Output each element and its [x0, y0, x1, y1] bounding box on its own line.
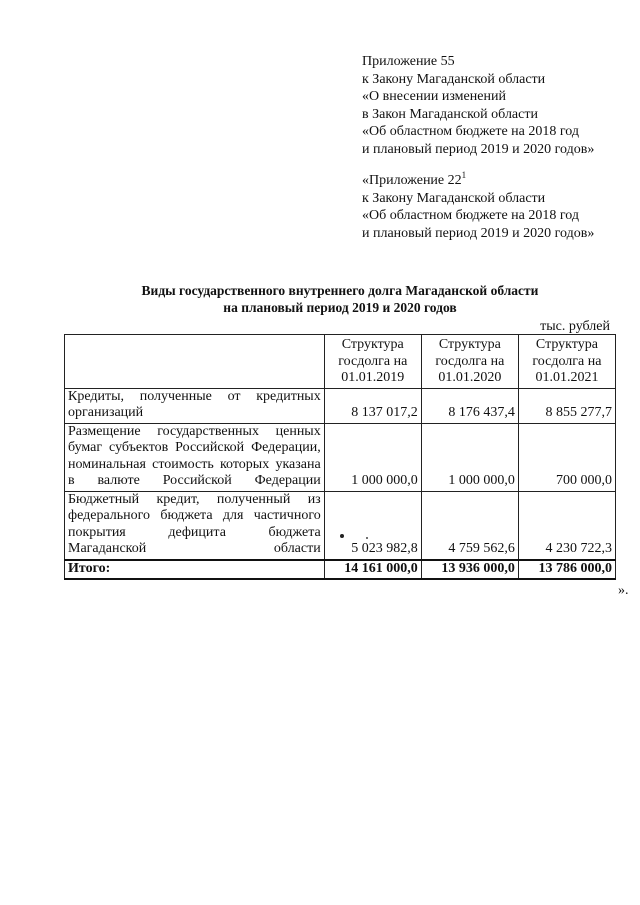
units-label: тыс. рублей	[540, 319, 610, 334]
debt-table	[64, 334, 616, 580]
row-value: 4 759 562,6	[421, 491, 518, 560]
appendix-line: «Об областном бюджете на 2018 год	[362, 124, 579, 139]
row-value: 8 176 437,4	[421, 388, 518, 423]
table-row	[65, 491, 616, 560]
row-value: 8 855 277,7	[518, 388, 615, 423]
appendix2-first-line	[362, 172, 594, 190]
table-row	[65, 388, 616, 423]
row-value: 1 000 000,0	[421, 423, 518, 491]
row-value: 4 230 722,3	[518, 491, 615, 560]
table-row	[65, 423, 616, 491]
appendix2-superscript: 1	[461, 170, 467, 180]
document-title	[60, 282, 620, 316]
appendix-line: «О внесении изменений	[362, 89, 506, 104]
closing-quote: ».	[618, 583, 629, 598]
total-row	[65, 560, 616, 580]
total-label: Итого:	[65, 560, 325, 580]
total-value: 13 936 000,0	[421, 560, 518, 580]
appendix2-prefix: «Приложение 22	[362, 173, 462, 188]
row-name: Бюджетный кредит, полученный из федерального бюджета для частичного покрытия дефицита бюджета Магаданской области	[65, 491, 325, 560]
title-line-2: на плановый период 2019 и 2020 годов	[223, 300, 457, 315]
appendix2-line: «Об областном бюджете на 2018 год	[362, 208, 579, 223]
scan-mark	[340, 534, 344, 538]
total-value: 14 161 000,0	[324, 560, 421, 580]
row-name: Кредиты, полученные от кредитных организаций	[65, 388, 325, 423]
column-header: Структура госдолга на 01.01.2019	[324, 335, 421, 389]
column-header: Структура госдолга на 01.01.2021	[518, 335, 615, 389]
scan-dot	[366, 537, 368, 539]
appendix-line: и плановый период 2019 и 2020 годов»	[362, 141, 595, 157]
row-value: 8 137 017,2	[324, 388, 421, 423]
column-header: Структура госдолга на 01.01.2020	[421, 335, 518, 389]
appendix-header	[362, 53, 594, 242]
appendix2-line: к Закону Магаданской области	[362, 190, 546, 206]
row-name: Размещение государственных ценных бумаг субъектов Российской Федерации, номинальная стоимость которых указана в валюте Российской Федерации	[65, 423, 325, 491]
appendix-line: в Закон Магаданской области	[362, 106, 538, 122]
appendix-line: Приложение 55	[362, 54, 455, 69]
total-value: 13 786 000,0	[518, 560, 615, 580]
title-line-1: Виды государственного внутреннего долга Магаданской области	[141, 283, 539, 298]
appendix-line: к Закону Магаданской области	[362, 71, 546, 87]
appendix2-line: и плановый период 2019 и 2020 годов»	[362, 225, 595, 241]
row-value: 5 023 982,8	[324, 491, 421, 560]
row-value: 700 000,0	[518, 423, 615, 491]
header-empty-cell	[65, 335, 325, 389]
row-value: 1 000 000,0	[324, 423, 421, 491]
table-header-row	[65, 335, 616, 389]
